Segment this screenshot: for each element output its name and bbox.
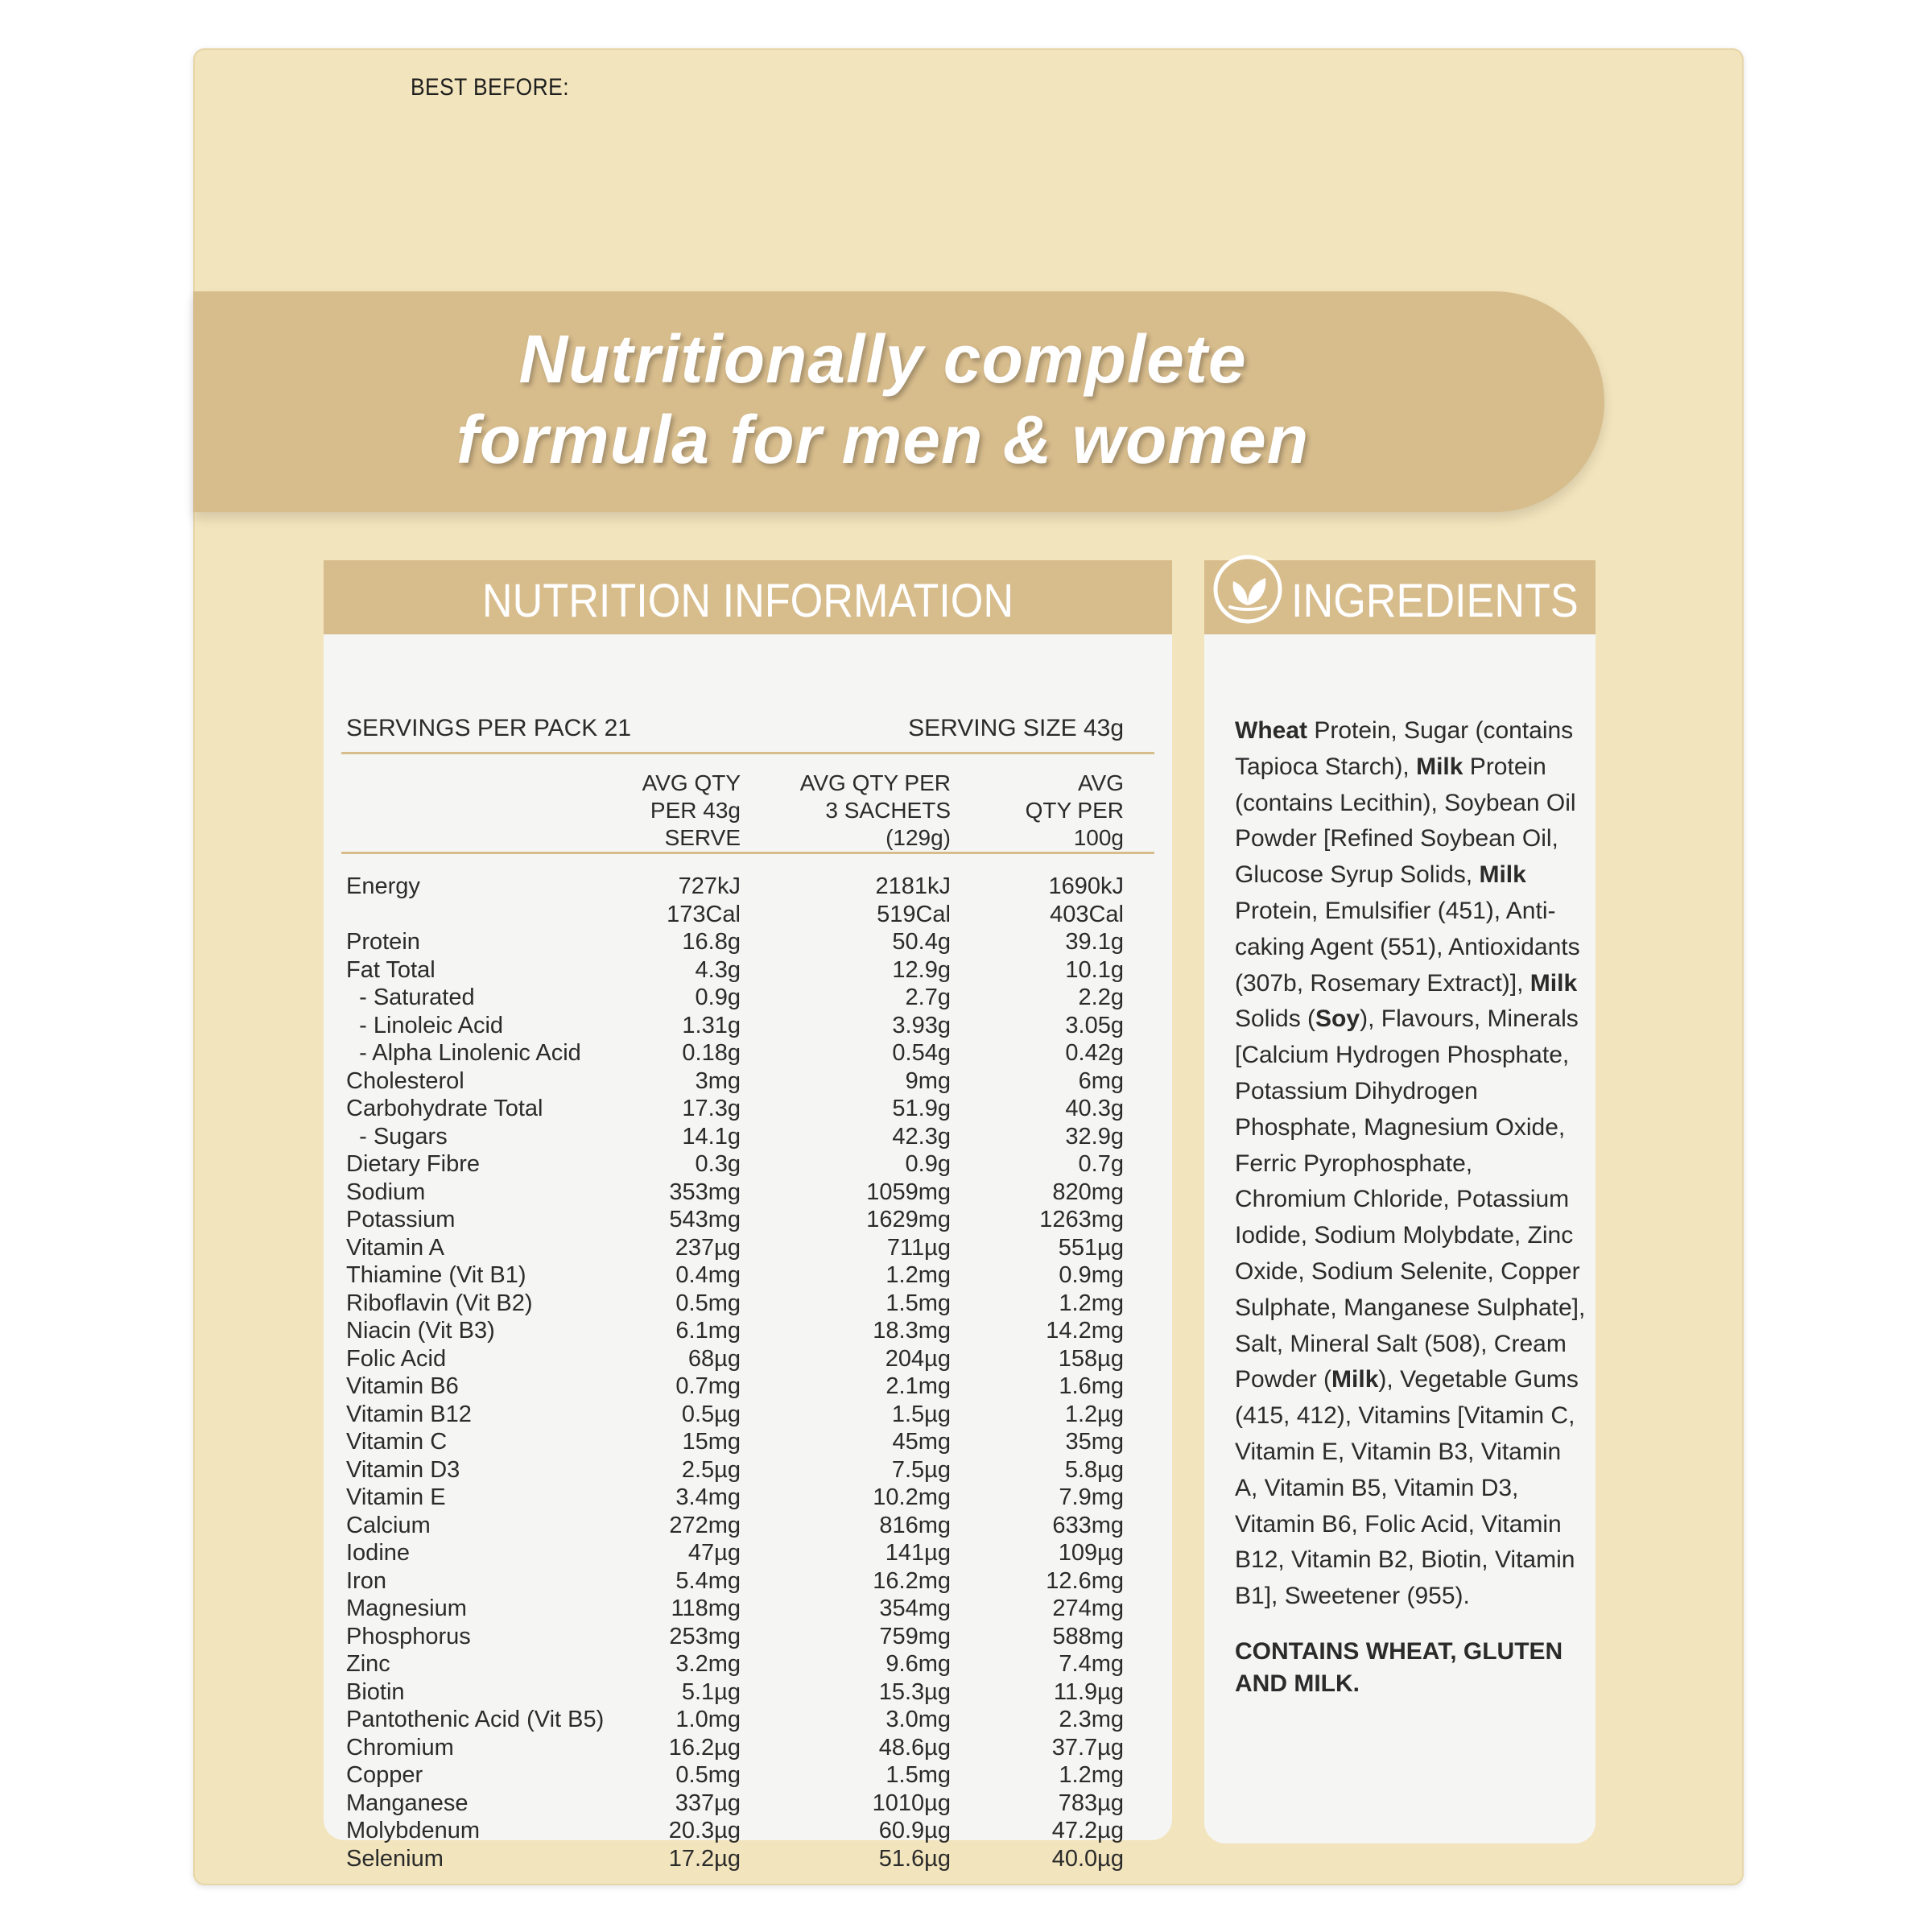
value-per100: 2.3mg: [1059, 1707, 1124, 1732]
value-per100: 40.3g: [1065, 1096, 1124, 1121]
column-header-serve-line: PER 43g: [650, 798, 741, 823]
nutrient-label: Sodium: [346, 1179, 426, 1205]
value-sachets: 48.6µg: [878, 1734, 951, 1761]
nutrient-label: Manganese: [346, 1790, 469, 1816]
table-row: [324, 1817, 1172, 1844]
value-sachets: 519Cal: [877, 901, 951, 927]
table-row: [324, 1290, 1172, 1317]
value-sachets: 3.0mg: [886, 1707, 951, 1732]
value-per100: 0.42g: [1065, 1040, 1124, 1066]
ingredients-list: [1235, 713, 1589, 1615]
value-serve: 17.2µg: [668, 1845, 741, 1872]
value-sachets: 1629mg: [866, 1207, 951, 1232]
nutrient-label: Vitamin E: [346, 1484, 446, 1510]
value-sachets: 2181kJ: [875, 873, 951, 899]
value-per100: 0.9mg: [1059, 1262, 1124, 1288]
table-row: [324, 1790, 1172, 1817]
value-serve: 237µg: [675, 1234, 741, 1261]
value-per100: 633mg: [1052, 1512, 1124, 1538]
value-per100: 1.2mg: [1059, 1290, 1124, 1316]
value-sachets: 42.3g: [892, 1123, 951, 1150]
value-sachets: 1.5mg: [886, 1290, 951, 1316]
column-header-serve-line: SERVE: [664, 825, 741, 850]
value-sachets: 141µg: [885, 1540, 951, 1566]
table-row: [324, 1095, 1172, 1122]
value-per100: 3.05g: [1065, 1012, 1124, 1038]
nutrient-label: Fat Total: [346, 956, 436, 983]
nutrient-label: Energy: [346, 873, 420, 899]
nutrient-label: Phosphorus: [346, 1623, 471, 1649]
value-sachets: 0.9g: [905, 1151, 951, 1177]
value-per100: 820mg: [1052, 1179, 1124, 1205]
value-per100: 32.9g: [1065, 1123, 1124, 1150]
headline-line-1: Nutritionally complete: [518, 321, 1247, 397]
value-sachets: 759mg: [879, 1623, 951, 1649]
value-serve: 5.4mg: [675, 1567, 741, 1594]
nutrient-label: - Alpha Linolenic Acid: [346, 1040, 581, 1066]
value-serve: 0.7mg: [675, 1373, 741, 1399]
value-per100: 2.2g: [1078, 985, 1124, 1010]
nutrient-label: Vitamin B6: [346, 1373, 459, 1399]
value-sachets: 7.5µg: [891, 1456, 951, 1483]
value-per100: 12.6mg: [1046, 1567, 1124, 1594]
nutrient-label: Protein: [346, 929, 420, 955]
value-serve: 543mg: [669, 1207, 741, 1232]
value-per100: 1690kJ: [1048, 873, 1124, 899]
table-row: [324, 984, 1172, 1011]
value-sachets: 1059mg: [866, 1179, 951, 1205]
nutrient-label: Chromium: [346, 1734, 454, 1761]
column-header-serve-line: AVG QTY: [642, 770, 741, 795]
value-sachets: 1.5mg: [886, 1762, 951, 1788]
value-per100: 11.9µg: [1053, 1678, 1124, 1705]
value-serve: 15mg: [682, 1429, 741, 1455]
value-per100: 6mg: [1078, 1067, 1124, 1094]
value-per100: 783µg: [1058, 1790, 1124, 1816]
value-per100: 40.0µg: [1051, 1845, 1124, 1872]
nutrient-label: Iodine: [346, 1540, 411, 1566]
nutrient-label: Vitamin D3: [346, 1456, 460, 1483]
ingredient-text: Solids (: [1235, 1005, 1316, 1033]
nutrient-label: Iron: [346, 1567, 386, 1594]
nutrient-label: - Sugars: [346, 1123, 448, 1150]
table-row: [324, 1567, 1172, 1595]
nutrient-label: Carbohydrate Total: [346, 1096, 543, 1121]
best-before-label: BEST BEFORE:: [411, 74, 569, 101]
column-header-sachets: [800, 770, 951, 852]
value-sachets: 816mg: [879, 1512, 951, 1538]
value-serve: 3.4mg: [675, 1484, 741, 1510]
value-sachets: 9mg: [905, 1067, 951, 1094]
header-divider-top: [341, 752, 1154, 754]
value-serve: 118mg: [671, 1596, 741, 1621]
ingredients-header: [1204, 560, 1596, 634]
table-row: [324, 1261, 1172, 1289]
table-row: [324, 1067, 1172, 1095]
ingredient-text: Protein, Sugar (contains Tapioca Starch),: [1235, 717, 1574, 780]
column-header-sachets-line: (129g): [886, 825, 951, 850]
value-per100: 0.7g: [1078, 1151, 1124, 1177]
value-serve: 0.5mg: [675, 1290, 741, 1316]
value-sachets: 10.2mg: [873, 1484, 951, 1510]
table-row: [324, 1150, 1172, 1178]
value-per100: 1263mg: [1039, 1207, 1124, 1232]
value-per100: 588mg: [1052, 1623, 1124, 1649]
value-sachets: 2.1mg: [886, 1373, 951, 1399]
allergen-highlight: Milk: [1479, 861, 1526, 889]
ingredient-text: ), Vegetable Gums (415, 412), Vitamins [Vitamin C, Vitamin E, Vitamin B3, Vitamin A, Vitamin B5, Vitamin D3, Vitamin B6, Folic Acid, Vitamin B12, Vitamin B2, Biotin, Vitamin B1], Sweetener (955).: [1235, 1366, 1579, 1610]
column-header-sachets-line: AVG QTY PER: [799, 770, 951, 795]
nutrition-title: NUTRITION INFORMATION: [481, 575, 1014, 627]
value-serve: 17.3g: [682, 1096, 741, 1121]
value-sachets: 60.9µg: [878, 1818, 951, 1843]
column-header-per100-line: AVG: [1077, 770, 1124, 795]
value-per100: 158µg: [1058, 1345, 1124, 1372]
serving-size: SERVING SIZE 43g: [908, 715, 1124, 741]
nutrient-label: Cholesterol: [346, 1067, 464, 1094]
value-serve: 20.3µg: [668, 1818, 741, 1843]
value-serve: 3mg: [695, 1067, 741, 1094]
header-divider-bottom: [341, 852, 1154, 854]
table-row: [324, 1678, 1172, 1706]
allergen-highlight: Milk: [1530, 969, 1578, 997]
ingredient-text: Protein, Emulsifier (451), Anti-caking Agent (551), Antioxidants (307b, Rosemary Extract)],: [1235, 897, 1580, 997]
column-header-per100-line: QTY PER: [1025, 798, 1124, 823]
headline-banner: [193, 291, 1604, 512]
value-per100: 5.8µg: [1064, 1456, 1124, 1483]
allergen-statement: CONTAINS WHEAT, GLUTEN AND MILK.: [1235, 1638, 1563, 1697]
table-row: [324, 1761, 1172, 1789]
value-sachets: 3.93g: [892, 1012, 951, 1038]
value-sachets: 45mg: [892, 1429, 951, 1455]
value-serve: 0.18g: [682, 1040, 741, 1066]
ingredient-text: Protein (contains Lecithin), Soybean Oil Powder [Refined Soybean Oil, Glucose Syrup Solids,: [1235, 753, 1576, 889]
value-serve: 173Cal: [667, 901, 741, 927]
ingredient-text: ), Flavours, Minerals [Calcium Hydrogen Phosphate, Potassium Dihydrogen Phosphate, Magnesium Oxide, Ferric Pyrophosphate, Chromium Chloride, Potassium Iodide, Sodium Molybdate, Zinc Oxide, Sodium Selenite, Copper Sulphate, Manganese Sulphate], Salt, Mineral Salt (508), Cream Powder (: [1235, 1005, 1586, 1393]
value-serve: 0.9g: [695, 985, 741, 1010]
ingredients-card: [1204, 560, 1596, 1843]
value-serve: 2.5µg: [681, 1456, 741, 1483]
allergen-highlight: Wheat: [1235, 717, 1307, 744]
value-per100: 35mg: [1065, 1429, 1124, 1455]
value-per100: 37.7µg: [1051, 1734, 1124, 1761]
value-serve: 5.1µg: [681, 1678, 741, 1705]
nutrient-label: Thiamine (Vit B1): [346, 1262, 526, 1288]
servings-per-pack: SERVINGS PER PACK 21: [346, 715, 632, 741]
value-sachets: 2.7g: [905, 985, 951, 1010]
table-row-energy-kj: [324, 873, 1172, 900]
value-serve: 1.0mg: [675, 1707, 741, 1732]
value-sachets: 1010µg: [872, 1790, 951, 1816]
value-serve: 47µg: [687, 1540, 741, 1566]
table-row: [324, 1734, 1172, 1761]
value-sachets: 18.3mg: [873, 1318, 951, 1344]
value-sachets: 1.2mg: [886, 1262, 951, 1288]
table-row: [324, 1456, 1172, 1484]
nutrient-label: Copper: [346, 1762, 423, 1788]
label-panel: [193, 48, 1744, 1885]
value-sachets: 9.6mg: [886, 1651, 951, 1677]
value-serve: 4.3g: [695, 956, 741, 983]
value-sachets: 354mg: [879, 1596, 951, 1621]
value-sachets: 15.3µg: [878, 1678, 951, 1705]
value-serve: 337µg: [675, 1790, 741, 1816]
allergen-highlight: Milk: [1331, 1366, 1379, 1393]
allergen-highlight: Milk: [1416, 753, 1463, 780]
value-sachets: 1.5µg: [891, 1401, 951, 1427]
table-row: [324, 1123, 1172, 1150]
nutrient-label: Molybdenum: [346, 1818, 481, 1843]
value-per100: 7.9mg: [1059, 1484, 1124, 1510]
table-row-energy-cal: [324, 901, 1172, 928]
nutrient-label: Vitamin A: [346, 1234, 444, 1261]
value-serve: 0.4mg: [675, 1262, 741, 1288]
value-per100: 1.2µg: [1064, 1401, 1124, 1427]
column-header-per100-line: 100g: [1073, 825, 1124, 850]
table-row: [324, 1345, 1172, 1373]
nutrient-label: Magnesium: [346, 1596, 467, 1621]
allergen-highlight: Soy: [1315, 1005, 1360, 1033]
value-per100: 274mg: [1052, 1596, 1124, 1621]
value-sachets: 711µg: [886, 1234, 951, 1261]
value-sachets: 50.4g: [892, 929, 951, 955]
nutrition-information-card: [324, 560, 1172, 1872]
value-per100: 1.6mg: [1059, 1373, 1124, 1399]
table-row: [324, 1539, 1172, 1567]
column-header-serve: [642, 770, 741, 852]
nutrient-label: - Linoleic Acid: [346, 1012, 504, 1038]
value-serve: 727kJ: [678, 873, 741, 899]
value-per100: 14.2mg: [1046, 1318, 1124, 1344]
table-row: [324, 1234, 1172, 1261]
ingredients-title: INGREDIENTS: [1291, 575, 1579, 627]
nutrient-label: Pantothenic Acid (Vit B5): [346, 1707, 605, 1732]
table-row: [324, 928, 1172, 956]
nutrition-header: [324, 560, 1172, 634]
nutrient-label: Folic Acid: [346, 1345, 447, 1372]
value-serve: 3.2mg: [675, 1651, 741, 1677]
nutrient-label: Biotin: [346, 1678, 405, 1705]
leaf-icon: [1212, 554, 1283, 625]
value-serve: 68µg: [687, 1345, 741, 1372]
value-sachets: 51.9g: [892, 1096, 951, 1121]
table-row: [324, 1012, 1172, 1039]
column-header-sachets-line: 3 SACHETS: [825, 798, 951, 823]
value-serve: 14.1g: [682, 1123, 741, 1150]
nutrient-label: Vitamin C: [346, 1429, 448, 1455]
value-serve: 16.8g: [682, 929, 741, 955]
value-sachets: 16.2mg: [873, 1567, 951, 1594]
nutrient-label: Vitamin B12: [346, 1401, 472, 1427]
value-serve: 1.31g: [682, 1012, 741, 1038]
table-row: [324, 1512, 1172, 1539]
table-row: [324, 1401, 1172, 1428]
nutrient-label: Dietary Fibre: [346, 1151, 480, 1177]
value-per100: 109µg: [1058, 1540, 1124, 1566]
table-row: [324, 1179, 1172, 1206]
nutrient-label: Zinc: [346, 1651, 390, 1677]
table-row: [324, 1623, 1172, 1650]
headline-line-2: formula for men & women: [456, 402, 1310, 477]
value-serve: 0.5µg: [681, 1401, 741, 1427]
nutrient-label: Calcium: [346, 1512, 431, 1538]
value-serve: 253mg: [669, 1623, 741, 1649]
value-serve: 353mg: [669, 1179, 741, 1205]
headline-text: [193, 319, 1572, 480]
value-per100: 551µg: [1058, 1234, 1124, 1261]
table-row: [324, 1484, 1172, 1511]
value-serve: 16.2µg: [668, 1734, 741, 1761]
table-row: [324, 1039, 1172, 1067]
table-row: [324, 1206, 1172, 1233]
value-sachets: 204µg: [885, 1345, 951, 1372]
value-per100: 10.1g: [1065, 956, 1124, 983]
table-row: [324, 1845, 1172, 1872]
value-per100: 47.2µg: [1051, 1818, 1124, 1843]
table-row: [324, 1373, 1172, 1400]
value-sachets: 0.54g: [892, 1040, 951, 1066]
value-per100: 7.4mg: [1059, 1651, 1124, 1677]
value-serve: 6.1mg: [675, 1318, 741, 1344]
table-row: [324, 1650, 1172, 1678]
value-per100: 39.1g: [1065, 929, 1124, 955]
nutrient-label: Niacin (Vit B3): [346, 1318, 495, 1344]
value-serve: 0.3g: [695, 1151, 741, 1177]
value-serve: 0.5mg: [675, 1762, 741, 1788]
value-sachets: 51.6µg: [878, 1845, 951, 1872]
value-per100: 1.2mg: [1059, 1762, 1124, 1788]
nutrient-label: Riboflavin (Vit B2): [346, 1290, 533, 1316]
table-row: [324, 1428, 1172, 1455]
column-header-per100: [1026, 770, 1124, 852]
table-row: [324, 1595, 1172, 1622]
value-per100: 403Cal: [1050, 901, 1124, 927]
table-row: [324, 956, 1172, 984]
value-sachets: 12.9g: [892, 956, 951, 983]
nutrient-label: Potassium: [346, 1207, 456, 1232]
table-row: [324, 1706, 1172, 1733]
nutrient-label: - Saturated: [346, 985, 475, 1010]
value-serve: 272mg: [669, 1512, 741, 1538]
table-row: [324, 1317, 1172, 1344]
nutrient-label: Selenium: [346, 1845, 444, 1872]
